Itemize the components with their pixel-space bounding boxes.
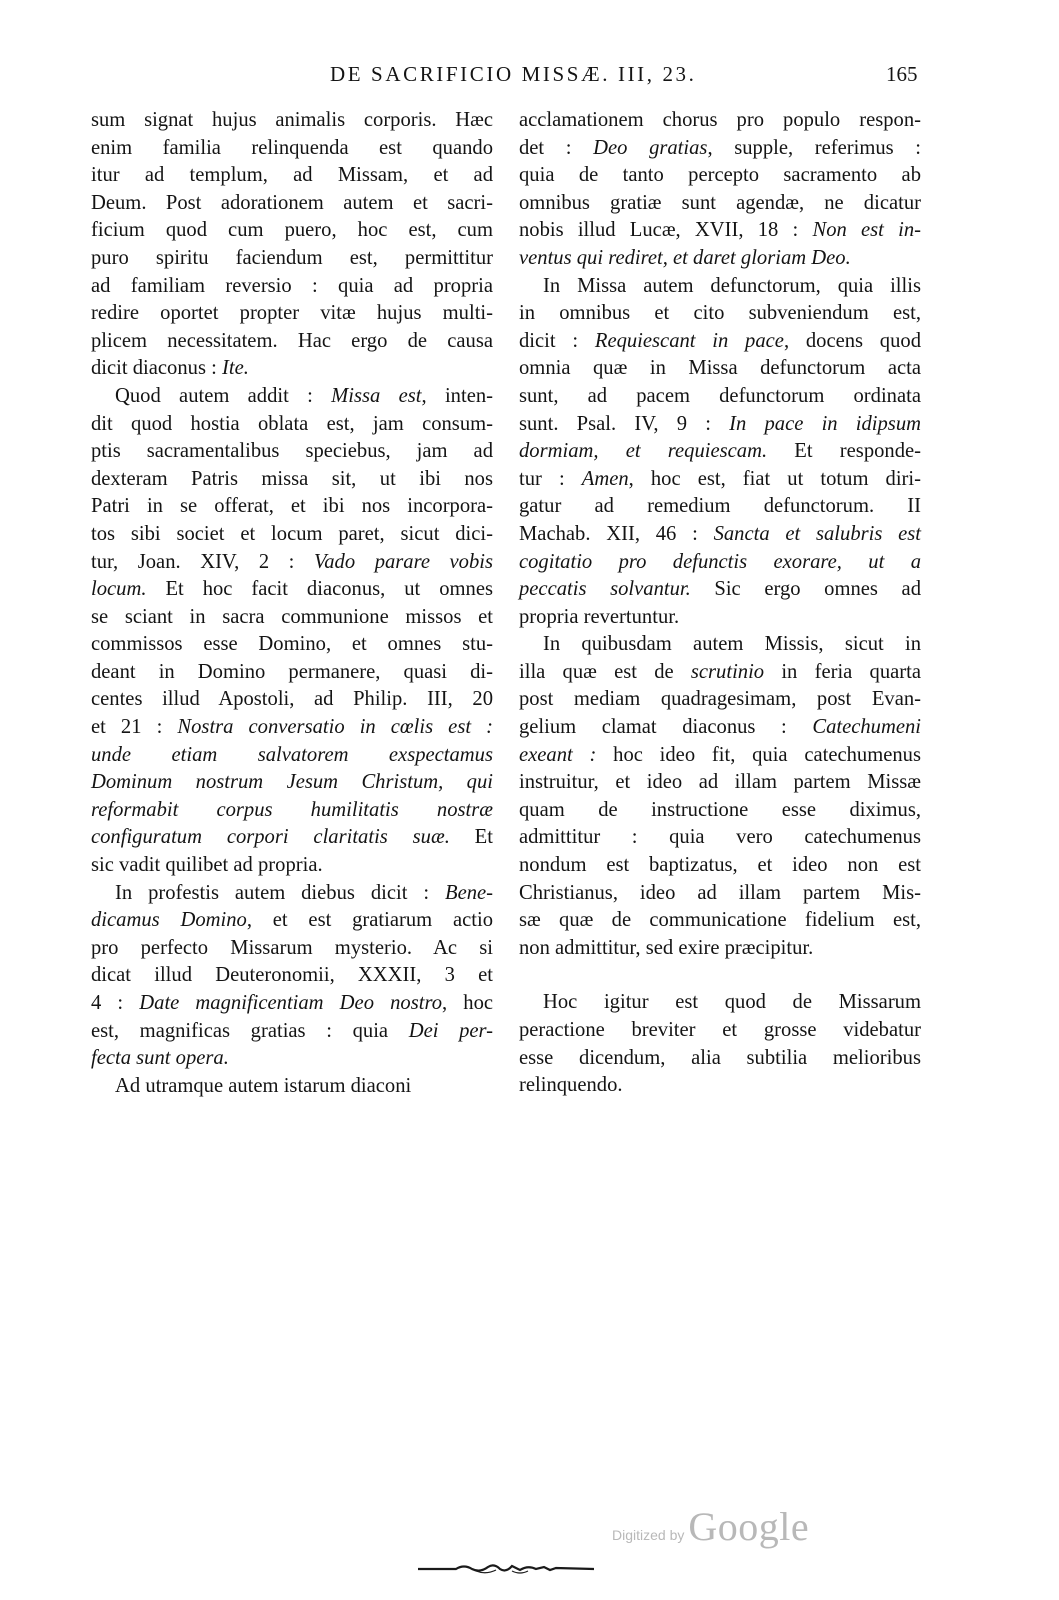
text-line: ficium quod cum puero, hoc est, cum [91, 219, 493, 242]
text-line: illa quæ est de scrutinio in feria quarta [519, 660, 921, 683]
text-line: itur ad templum, ad Missam, et ad [91, 164, 493, 187]
text-line: Christianus, ideo ad illam partem Mis- [519, 881, 921, 904]
left-text-column [91, 107, 493, 1100]
text-line: tos sibi societ et locum paret, sicut dici- [91, 522, 493, 545]
text-line: gatur ad remedium defunctorum. II [519, 495, 921, 518]
tail-piece-ornament [416, 1558, 596, 1578]
text-line: Deum. Post adorationem autem et sacri- [91, 191, 493, 214]
text-line: in omnibus et cito subveniendum est, [519, 302, 921, 325]
text-line: sum signat hujus animalis corporis. Hæc [91, 109, 493, 131]
text-line: non admittitur, sed exire præcipitur. [519, 936, 814, 959]
text-line: In profestis autem diebus dicit : Bene- [115, 881, 493, 904]
text-line: dicit : Requiescant in pace, docens quod [519, 329, 921, 352]
text-line: sic vadit quilibet ad propria. [91, 854, 323, 877]
text-line: dicit diaconus : Ite. [91, 357, 249, 380]
text-line: cogitatio pro defunctis exorare, ut a [519, 550, 921, 573]
text-line: locum. Et hoc facit diaconus, ut omnes [91, 578, 493, 601]
text-line: est, magnificas gratias : quia Dei per- [91, 1019, 494, 1042]
text-line: instruitur, et ideo ad illam partem Missæ [519, 771, 921, 794]
text-line: dit quod hostia oblata est, jam consum- [91, 412, 493, 435]
text-line: deant in Domino permanere, quasi di- [91, 660, 493, 683]
text-line: unde etiam salvatorem exspectamus [91, 743, 493, 766]
text-line: nondum est baptizatus, et ideo non est [519, 854, 921, 877]
text-line: post mediam quadragesimam, post Evan- [519, 688, 921, 711]
text-line: sunt. Psal. IV, 9 : In pace in idipsum [519, 412, 921, 435]
text-line: quia de tanto percepto sacramento ab [519, 164, 921, 187]
text-line: tur, Joan. XIV, 2 : Vado parare vobis [91, 550, 494, 573]
text-line: tur : Amen, hoc est, fiat ut totum diri- [519, 467, 921, 490]
text-line: det : Deo gratias, supple, referimus : [519, 136, 921, 159]
text-line: peccatis solvantur. Sic ergo omnes ad [519, 578, 921, 601]
google-logo: Google [688, 1504, 810, 1549]
text-line: In quibusdam autem Missis, sicut in [543, 633, 921, 656]
text-line: acclamationem chorus pro populo respon- [519, 109, 921, 131]
text-line: In Missa autem defunctorum, quia illis [543, 274, 921, 297]
text-line: dormiam, et requiescam. Et responde- [519, 440, 922, 463]
text-line: esse dicendum, alia subtilia melioribus [519, 1046, 921, 1069]
text-line: nobis illud Lucæ, XVII, 18 : Non est in- [519, 219, 921, 242]
text-line: enim familia relinquenda est quando [91, 136, 493, 159]
watermark-prefix: Digitized by [612, 1527, 685, 1543]
text-line: Ad utramque autem istarum diaconi [115, 1074, 412, 1097]
running-title: DE SACRIFICIO MISSÆ. III, 23. [330, 62, 697, 86]
text-line: sunt, ad pacem defunctorum ordinata [519, 384, 921, 407]
text-line: admittitur : quia vero catechumenus [519, 826, 921, 849]
text-line: Dominum nostrum Jesum Christum, qui [91, 771, 493, 794]
text-line: plicem necessitatem. Hac ergo de causa [91, 329, 493, 352]
text-line: commissos esse Domino, et omnes stu- [91, 633, 493, 656]
right-text-column [519, 107, 921, 1100]
text-line: Patri in se offerat, et ibi nos incorpora- [91, 495, 493, 518]
text-line: sæ quæ de communicatione fidelium est, [519, 909, 921, 932]
text-line: dexteram Patris missa sit, ut ibi nos [91, 467, 493, 490]
text-line: pro perfecto Missarum mysterio. Ac si [91, 936, 493, 959]
text-line: se sciant in sacra communione missos et [91, 605, 493, 628]
text-line: Hoc igitur est quod de Missarum [543, 991, 921, 1014]
text-line: relinquendo. [519, 1074, 623, 1097]
text-line: ventus qui rediret, et daret gloriam Deo. [519, 246, 851, 269]
text-line: 4 : Date magnificentiam Deo nostro, hoc [91, 992, 494, 1014]
text-line: peractione breviter et grosse videbatur [519, 1019, 921, 1041]
text-line: dicat illud Deuteronomii, XXXII, 3 et [91, 964, 493, 987]
text-line: reformabit corpus humilitatis nostræ [91, 798, 493, 821]
text-line: fecta sunt opera. [91, 1047, 229, 1070]
running-header [0, 62, 1059, 92]
text-line: omnia quæ in Missa defunctorum acta [519, 357, 921, 380]
text-line: redire oportet propter vitæ hujus multi- [91, 302, 493, 325]
text-line: propria revertuntur. [519, 605, 680, 628]
text-line: ad familiam reversio : quia ad propria [91, 274, 493, 297]
text-line: quam de instructione esse diximus, [519, 798, 921, 821]
text-line: configuratum corpori claritatis suæ. Et [91, 826, 493, 849]
page-number: 165 [886, 62, 918, 86]
text-line: Machab. XII, 46 : Sancta et salubris est [519, 522, 921, 545]
text-line: gelium clamat diaconus : Catechumeni [519, 716, 921, 739]
text-line: puro spiritu faciendum est, permittitur [91, 246, 493, 269]
text-line: dicamus Domino, et est gratiarum actio [91, 909, 493, 932]
text-line: centes illud Apostoli, ad Philip. III, 20 [91, 688, 493, 711]
text-line: exeant : hoc ideo fit, quia catechumenus [519, 743, 921, 766]
text-line: ptis sacramentalibus speciebus, jam ad [91, 440, 493, 463]
google-digitized-watermark [612, 1503, 809, 1550]
paragraph-gap [519, 962, 921, 989]
text-line: et 21 : Nostra conversatio in cœlis est : [91, 716, 493, 739]
text-line: Quod autem addit : Missa est, inten- [115, 384, 493, 407]
text-line: omnibus gratiæ sunt agendæ, ne dicatur [519, 191, 921, 214]
